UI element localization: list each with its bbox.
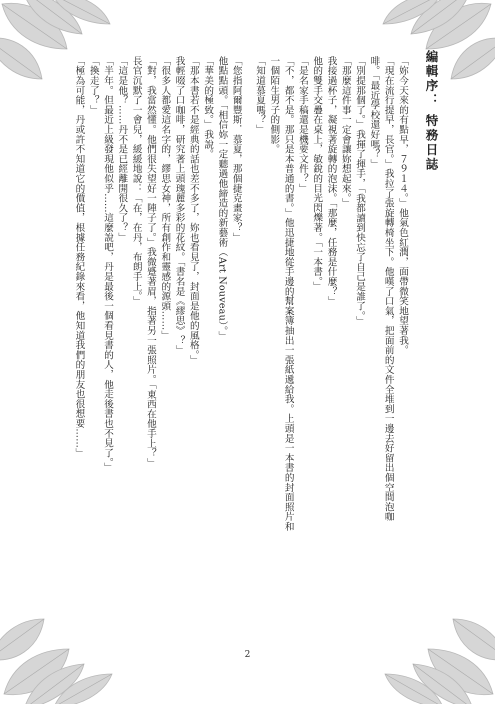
paragraph: 他點點頭。「相信妳一定聽過他締造的新藝術（Art Nouveau）。」 [216,56,228,341]
paragraph: 「您指阿爾豐斯．慕夏，那個捷克畫家？」 [230,56,242,243]
leaf-decoration-bottom-left [0,589,124,704]
paragraph: 「不，都不是。那只是本普通的書。」他迅捷地從手邊的幫案簿抽出一張紙遞給我。上頭是一本書的封面照片和一個陌生男子的側影。 [268,56,294,532]
chapter-title [425,50,438,172]
paragraph: 「妳今天來的有點早，７９１４。」他氣色紅潤，面帶微笑地望著我。 [397,56,408,355]
chapter-title-sub: 特務日誌 [424,114,439,172]
paragraph: 「半年。但最近上級發現他似乎……這麼說吧，丹是最後一個看見書的人，他走後書也不見了。」 [102,56,114,473]
paragraph: 我輕啜了口咖啡，研究著上頭瑰麗多彩的花紋。「書名是《繆思》？」 [173,56,185,355]
paragraph: 「那麼這件事一定會讓妳想起來。」 [339,56,351,208]
paragraph: 長官沉默了一會兒，緩緩地說：「在，在丹，布朗手上。」 [130,56,142,306]
paragraph: 「是名家手稿還是機要文件？」 [296,56,308,194]
paragraph: 他的雙手交疊在桌上，敏銳的目光閃爍著。「一本書。」 [311,56,323,292]
paragraph: 「那本書若不是經典的話也差不多了，妳也看見了，封面是他的風格。」 [187,56,199,365]
paragraph: 「現在流行提早，長官。」我拉了張旋轉椅坐下。他嘆了口氣，把面前的文件全堆到一邊去好留出個空間泡咖啡。「最近學校還好嗎？」 [368,56,394,522]
paragraph: 我接過杯子，凝視著旋轉的泡沫。「那麼，任務是什麼？」 [325,56,337,306]
paragraph: 「很多人都愛這名字的，繆思女神，所有創作和靈感的源頭……」 [159,56,171,341]
chapter-title-main: 編輯序 [424,50,439,94]
title-separator: ： [424,93,439,108]
body-text [71,56,409,536]
paragraph: 「華美的極致。」我說。 [202,56,214,159]
page-number: 2 [244,650,251,660]
paragraph: 「極為可能，丹或許不知道它的價值，根據任務紀錄來看，他知道我們的朋友也很想要……」 [73,56,85,458]
paragraph: 「別提那個了。」我揮了揮手，「我都讀到快忘了自己是誰了。」 [354,56,366,326]
leaf-decoration-bottom-right [373,589,495,704]
paragraph: 「知道慕夏嗎？」 [254,56,266,135]
paragraph: 「這是他？……丹不是已經離開很久了？」 [116,56,128,243]
paragraph: 「對，我當然懂。他們很失望好一陣子了。」我微蹙著眉，指著另一張照片。「東西在他手上？」 [144,56,156,468]
paragraph: 「換走了？」 [87,56,99,115]
